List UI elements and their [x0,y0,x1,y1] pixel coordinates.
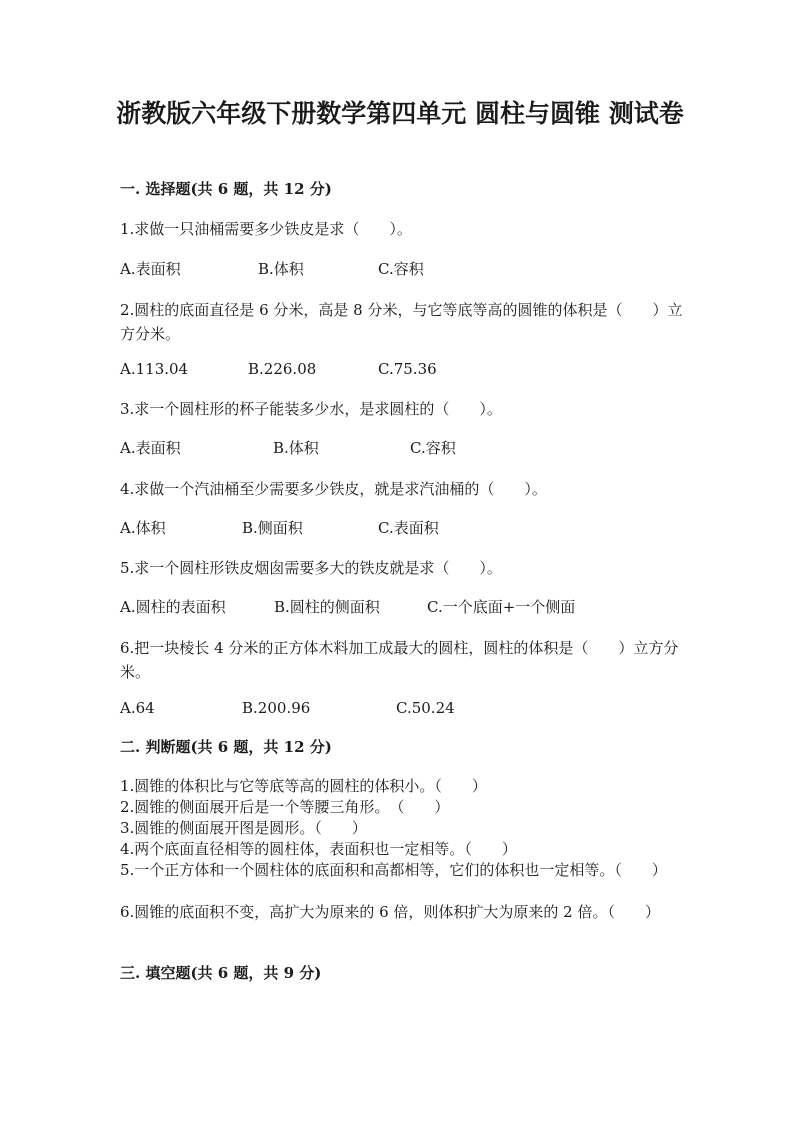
choice-question-2: 2.圆柱的底面直径是 6 分米，高是 8 分米，与它等底等高的圆锥的体积是（ ）立方分米。 [120,301,683,343]
choice-options-2 [120,358,685,380]
judgment-question-3: 3.圆锥的侧面展开图是圆形。（ ） [120,819,367,837]
option-a: A.64 [120,699,155,717]
option-a: A.体积 [120,519,166,537]
section-heading-choice: 一. 选择题(共 6 题，共 12 分) [120,180,332,198]
choice-question-5: 5.求一个圆柱形铁皮烟囱需要多大的铁皮就是求（ ）。 [120,559,502,577]
choice-options-1 [120,258,685,280]
choice-options-5 [120,596,685,618]
option-c: C.50.24 [396,699,455,717]
judgment-question-4: 4.两个底面直径相等的圆柱体，表面积也一定相等。（ ） [120,840,517,858]
option-a: A.113.04 [120,360,189,378]
section-heading-fill-in: 三. 填空题(共 6 题，共 9 分) [120,964,322,982]
choice-question-4: 4.求做一个汽油桶至少需要多少铁皮，就是求汽油桶的（ ）。 [120,480,547,498]
option-b: B.体积 [273,439,319,457]
choice-options-4 [120,517,685,539]
option-b: B.体积 [258,260,304,278]
choice-options-3 [120,437,685,459]
option-b: B.200.96 [242,699,311,717]
option-c: C.一个底面+一个侧面 [427,598,576,616]
option-a: A.圆柱的表面积 [120,598,226,616]
choice-question-6: 6.把一块棱长 4 分米的正方体木料加工成最大的圆柱，圆柱的体积是（ ）立方分米。 [120,639,679,681]
judgment-question-2: 2.圆锥的侧面展开后是一个等腰三角形。 （ ） [120,798,450,816]
option-c: C.容积 [378,260,424,278]
judgment-question-5: 5.一个正方体和一个圆柱体的底面积和高都相等，它们的体积也一定相等。（ ） [120,861,667,879]
option-c: C.表面积 [378,519,439,537]
choice-question-3: 3.求一个圆柱形的杯子能装多少水，是求圆柱的（ ）。 [120,400,502,418]
choice-question-1: 1.求做一只油桶需要多少铁皮是求（ ）。 [120,220,412,238]
section-heading-judgment: 二. 判断题(共 6 题，共 12 分) [120,738,332,756]
option-c: C.容积 [410,439,456,457]
choice-options-6 [120,697,685,719]
page-title: 浙教版六年级下册数学第四单元 圆柱与圆锥 测试卷 [116,99,684,128]
judgment-question-1: 1.圆锥的体积比与它等底等高的圆柱的体积小。（ ） [120,777,487,795]
option-a: A.表面积 [120,260,181,278]
option-b: B.226.08 [248,360,317,378]
option-b: B.圆柱的侧面积 [274,598,380,616]
option-a: A.表面积 [120,439,181,457]
option-c: C.75.36 [378,360,437,378]
option-b: B.侧面积 [242,519,303,537]
judgment-question-6: 6.圆锥的底面积不变，高扩大为原来的 6 倍，则体积扩大为原来的 2 倍。（ ） [120,903,660,921]
